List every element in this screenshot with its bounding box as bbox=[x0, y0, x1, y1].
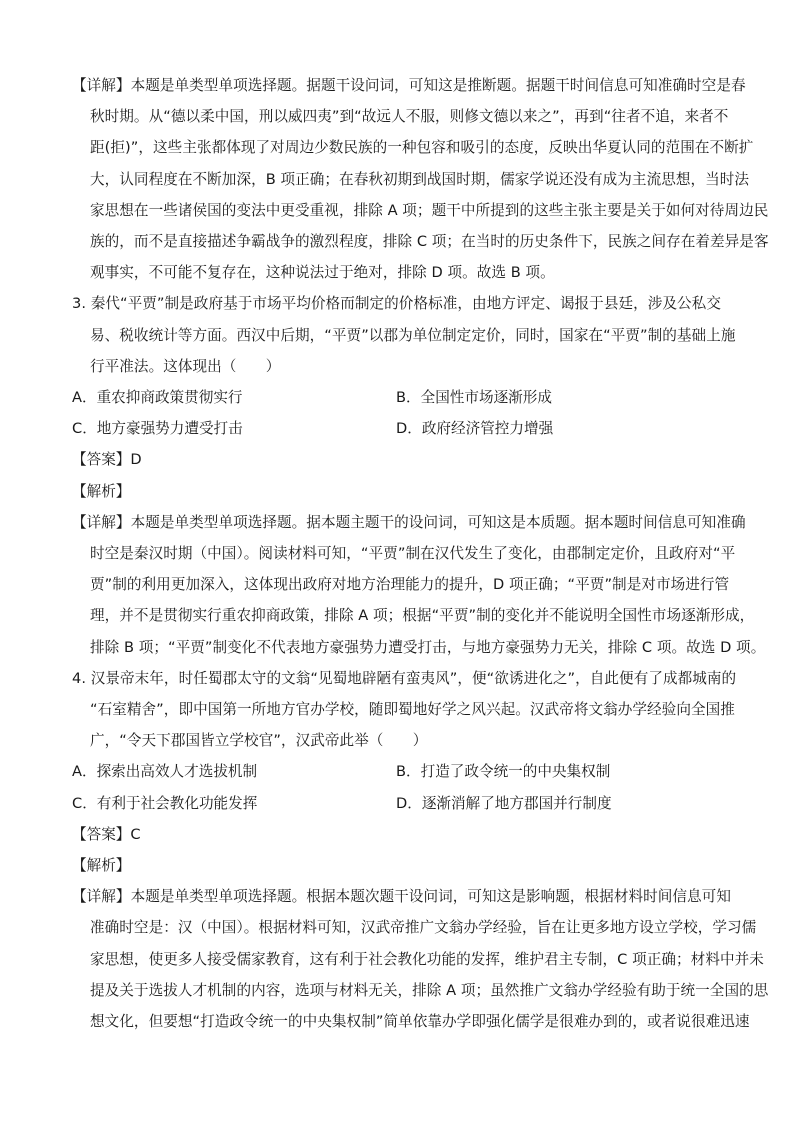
detail-paragraph bbox=[72, 881, 769, 1037]
text-line: 易、税收统计等方面。西汉中后期，“平贾”以郡为单位制定定价，同时，国家在“平贾”制的基础上施 bbox=[90, 326, 736, 344]
text-line: 4. 汉景帝末年，时任蜀郡太守的文翁“见蜀地辟陋有蛮夷风”，便“欲诱进化之”，自此便有了成都城南的 bbox=[72, 669, 737, 687]
text-line: 广，“令天下郡国皆立学校官”，汉武帝此举（ ） bbox=[90, 732, 428, 750]
text-line: 准确时空是：汉（中国）。根据材料可知，汉武帝推广文翁办学经验，旨在让更多地方设立学校，学习儒 bbox=[90, 919, 757, 937]
text-line: 理，并不是贯彻实行重农抑商政策，排除 A 项；根据“平贾”制的变化并不能说明全国性市场逐渐形成， bbox=[90, 607, 755, 625]
option-row bbox=[72, 788, 722, 819]
text-line: 族的，而不是直接描述争霸战争的激烈程度，排除 C 项；在当时的历史条件下，民族之间存在着差异是客 bbox=[90, 233, 769, 251]
text-line: 3. 秦代“平贾”制是政府基于市场平均价格而制定的价格标准，由地方评定、谒报于县廷，涉及公私交 bbox=[72, 295, 721, 313]
text-line: 排除 B 项；“平贾”制变化不代表地方豪强势力遭受打击，与地方豪强势力无关，排除 C 项。故选 D 项。 bbox=[90, 638, 766, 656]
option-c: C．有利于社会教化功能发挥 bbox=[72, 794, 258, 812]
option-row bbox=[72, 382, 722, 413]
text-line: 【详解】本题是单类型单项选择题。根据本题次题干设问词，可知这是影响题，根据材料时间信息可知 bbox=[72, 888, 731, 906]
option-row bbox=[72, 756, 722, 787]
analysis-label: 【解析】 bbox=[72, 857, 131, 875]
question-stem bbox=[72, 288, 736, 382]
text-line: 想文化，但要想“打造政令统一的中央集权制”简单依靠办学即强化儒学是很难办到的，或者说很难迅速 bbox=[90, 1013, 750, 1031]
document-page bbox=[72, 70, 769, 1037]
detail-paragraph bbox=[72, 507, 766, 663]
analysis-label: 【解析】 bbox=[72, 482, 131, 500]
option-a: A．探索出高效人才选拔机制 bbox=[72, 763, 258, 781]
option-d: D．政府经济管控力增强 bbox=[396, 420, 554, 438]
text-line: 【详解】本题是单类型单项选择题。据题干设问词，可知这是推断题。据题干时间信息可知准确时空是春 bbox=[72, 77, 746, 94]
text-line: 秋时期。从“德以柔中国，刑以威四夷”到“故远人不服，则修文德以来之”，再到“往者不追，来者不 bbox=[90, 108, 729, 126]
text-line: 提及关于选拔人才机制的内容，选项与材料无关，排除 A 项；虽然推广文翁办学经验有助于统一全国的思 bbox=[90, 981, 769, 999]
text-line: 距(拒)”，这些主张都体现了对周边少数民族的一种包容和吸引的态度，反映出华夏认同的范围在不断扩 bbox=[90, 139, 754, 157]
answer-label: 【答案】C bbox=[72, 825, 141, 843]
text-line: 行平准法。这体现出（ ） bbox=[90, 357, 281, 375]
option-b: B．打造了政令统一的中央集权制 bbox=[396, 763, 611, 781]
option-a: A．重农抑商政策贯彻实行 bbox=[72, 389, 243, 407]
text-line: 观事实，不可能不复存在，这种说法过于绝对，排除 D 项。故选 B 项。 bbox=[90, 264, 555, 282]
text-line: 【详解】本题是单类型单项选择题。据本题主题干的设问词，可知这是本质题。据本题时间信息可知准确 bbox=[72, 513, 746, 531]
answer-label: 【答案】D bbox=[72, 451, 142, 469]
q2-detail bbox=[72, 70, 769, 288]
question-4 bbox=[72, 663, 769, 1037]
text-line: 大，认同程度在不断加深，B 项正确；在春秋初期到战国时期，儒家学说还没有成为主流思想，当时法 bbox=[90, 170, 750, 188]
option-row bbox=[72, 413, 722, 444]
text-line: “石室精舍”，即中国第一所地方官办学校，随即蜀地好学之风兴起。汉武帝将文翁办学经验向全国推 bbox=[90, 701, 735, 719]
option-d: D．逐渐消解了地方郡国并行制度 bbox=[396, 794, 612, 812]
option-b: B．全国性市场逐渐形成 bbox=[396, 389, 552, 407]
text-line: 家思想在一些诸侯国的变法中更受重视，排除 A 项；题干中所提到的这些主张主要是关于如何对待周边民 bbox=[90, 201, 769, 219]
text-line: 贾”制的利用更加深入，这体现出政府对地方治理能力的提升，D 项正确；“平贾”制是对市场进行管 bbox=[90, 576, 730, 594]
question-3 bbox=[72, 288, 766, 662]
text-line: 时空是秦汉时期（中国）。阅读材料可知，“平贾”制在汉代发生了变化，由郡制定定价，且政府对“平 bbox=[90, 545, 736, 563]
question-stem bbox=[72, 663, 737, 757]
option-c: C．地方豪强势力遭受打击 bbox=[72, 420, 243, 438]
text-line: 家思想，使更多人接受儒家教育，这有利于社会教化功能的发挥，维护君主专制，C 项正确；材料中并未 bbox=[90, 950, 764, 968]
